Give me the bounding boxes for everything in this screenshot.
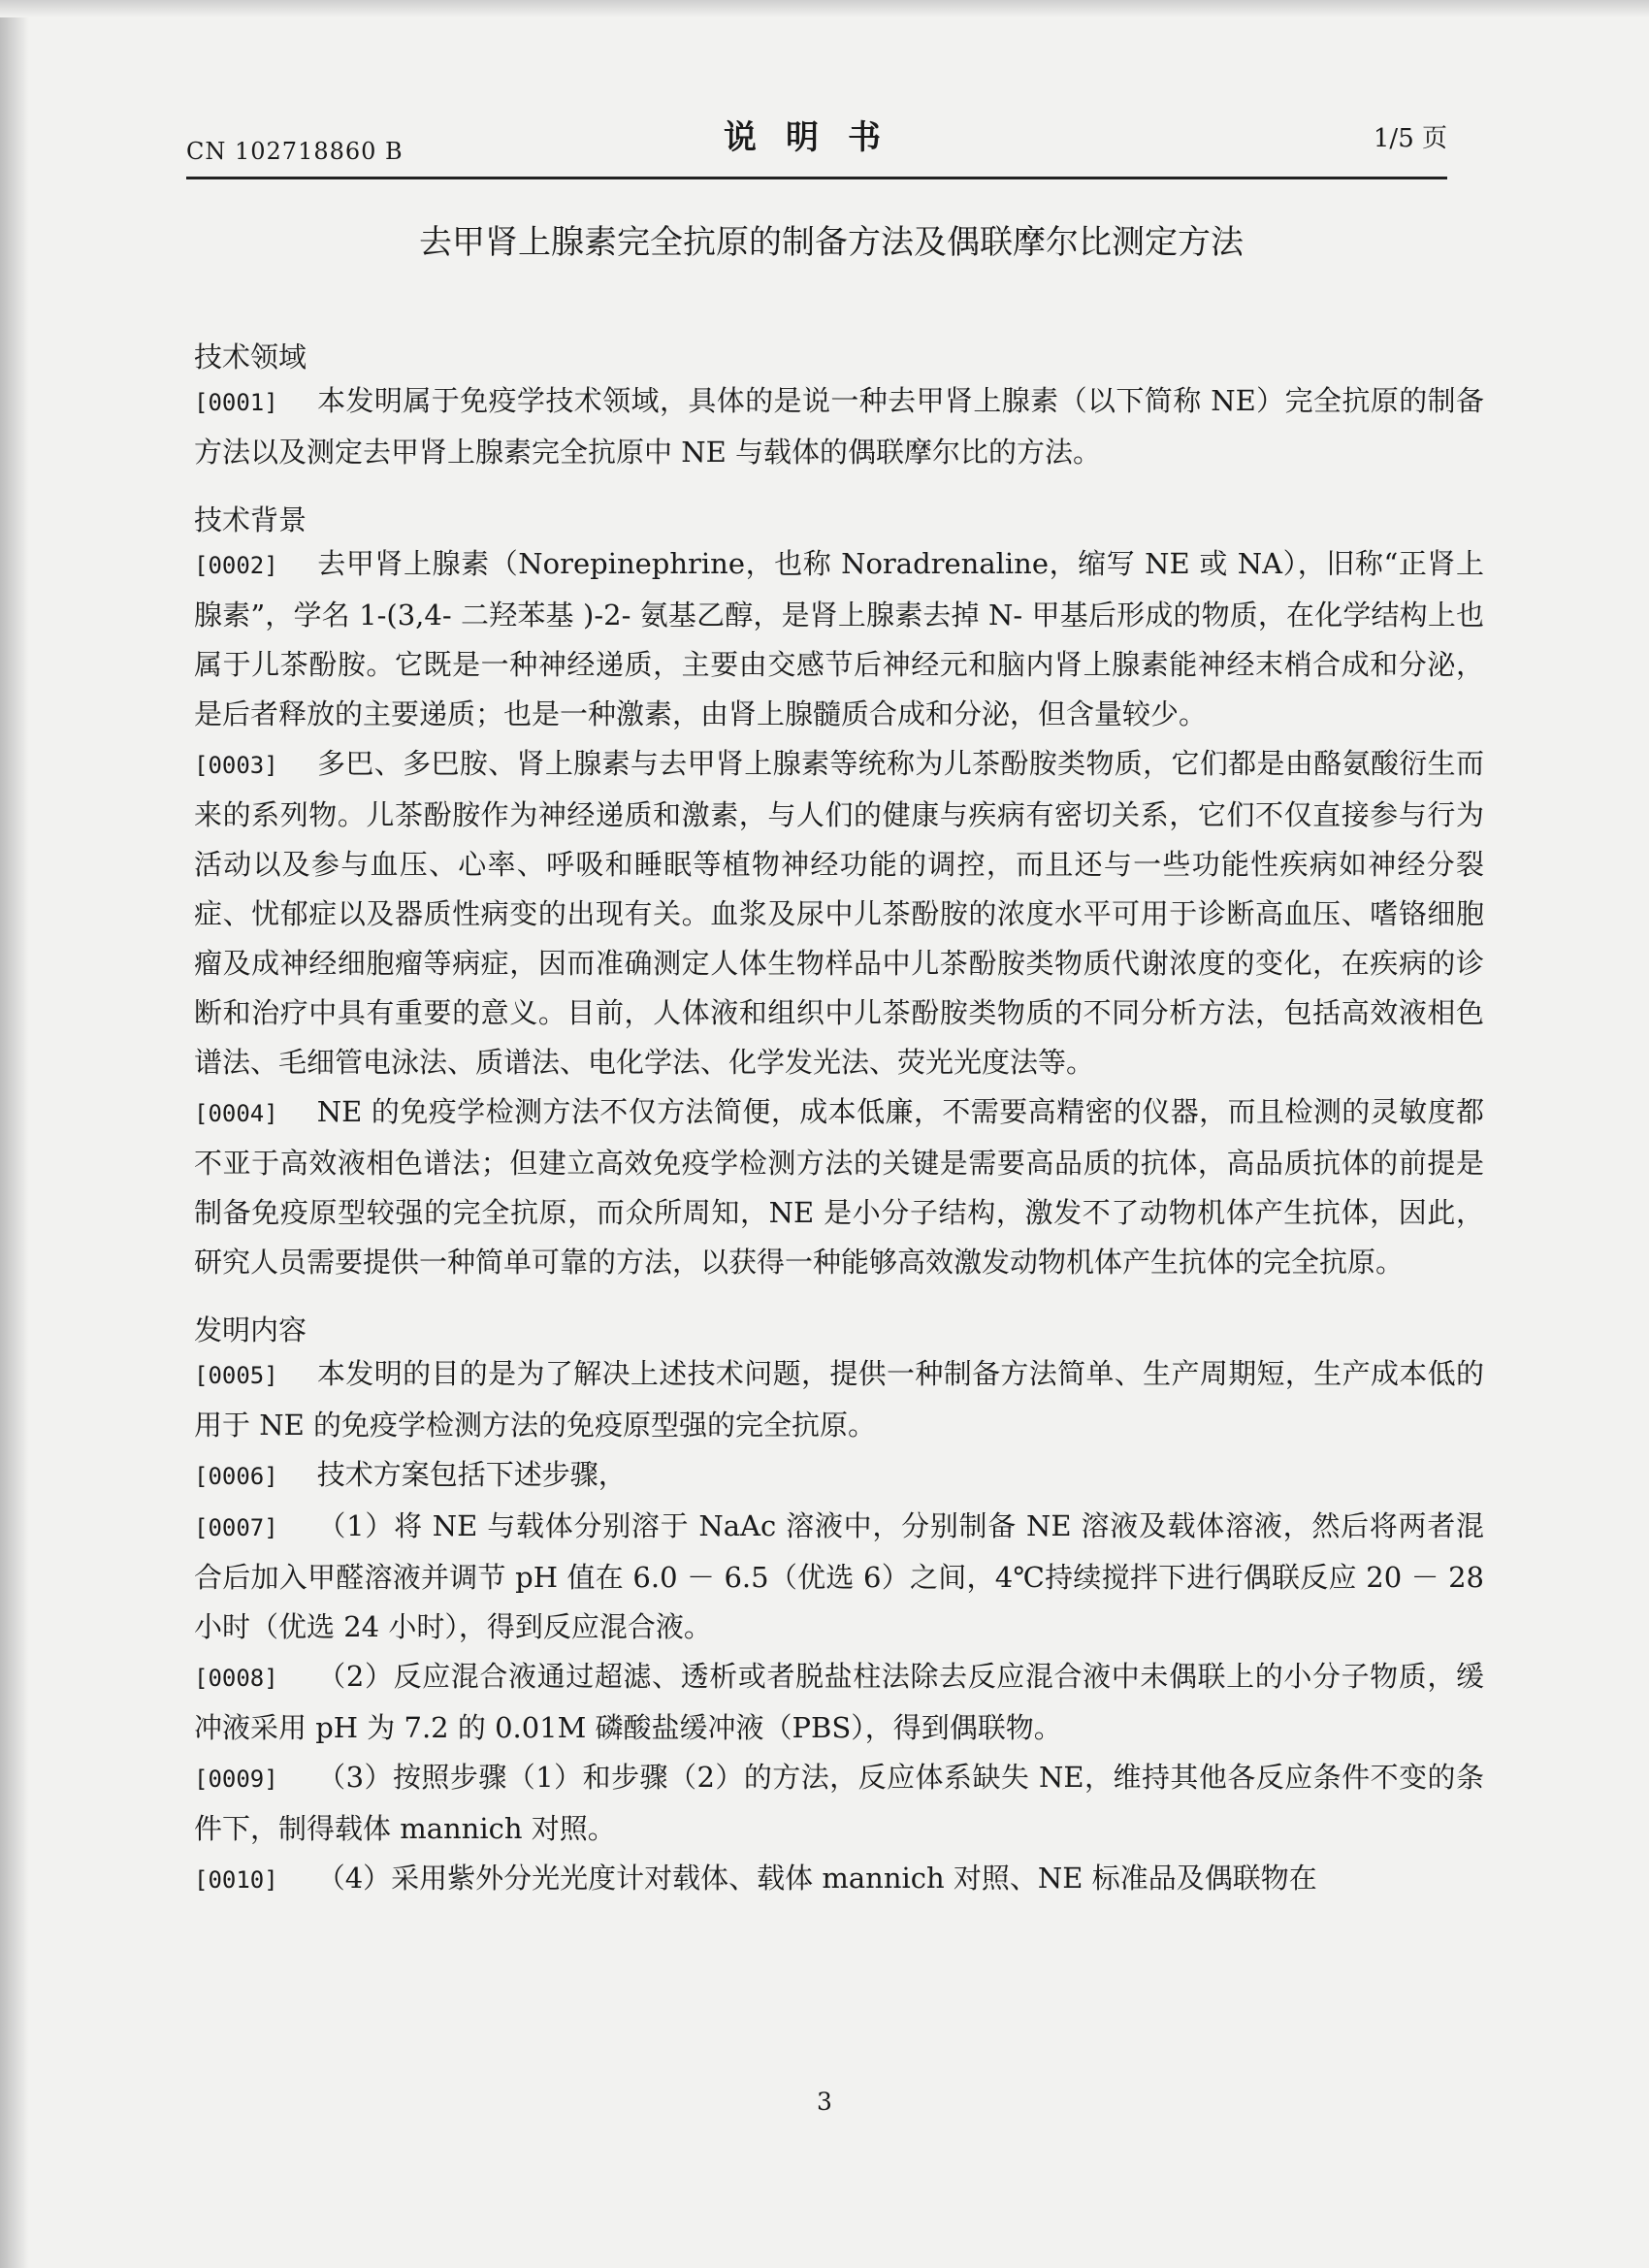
paragraph-number: [0007]	[194, 1514, 278, 1541]
paragraph-text: （4）采用紫外分光光度计对载体、载体 mannich 对照、NE 标准品及偶联物在	[316, 1862, 1317, 1895]
paragraph	[194, 1450, 1484, 1502]
section-background	[194, 501, 1484, 1287]
paragraph-number: [0004]	[194, 1100, 278, 1127]
section-invention-content	[194, 1311, 1484, 1905]
scan-edge-left	[0, 0, 29, 2268]
patent-title: 去甲肾上腺素完全抗原的制备方法及偶联摩尔比测定方法	[419, 223, 1244, 262]
paragraph	[194, 1753, 1484, 1854]
section-technical-field	[194, 338, 1484, 477]
paragraph-number: [0005]	[194, 1362, 278, 1389]
section-heading: 技术背景	[194, 503, 307, 536]
paragraph-number: [0003]	[194, 752, 278, 779]
header-rule	[186, 177, 1447, 179]
paragraph-text: （3）按照步骤（1）和步骤（2）的方法，反应体系缺失 NE，维持其他各反应条件不变的条件下，制得载体 mannich 对照。	[194, 1761, 1484, 1845]
document-type-title: 说明书	[724, 118, 910, 157]
paragraph-number: [0006]	[194, 1463, 278, 1490]
paragraph	[194, 1349, 1484, 1450]
page-number: 3	[817, 2088, 832, 2116]
paragraph	[194, 1087, 1484, 1287]
paragraph-number: [0008]	[194, 1665, 278, 1692]
paragraph-text: 技术方案包括下述步骤，	[316, 1458, 627, 1491]
page-header	[186, 107, 1447, 165]
paragraph	[194, 739, 1484, 1087]
paragraph	[194, 376, 1484, 477]
paragraph-text: NE 的免疫学检测方法不仅方法简便，成本低廉，不需要高精密的仪器，而且检测的灵敏度都不亚于高效液相色谱法；但建立高效免疫学检测方法的关键是需要高品质的抗体，高品质抗体的前提是制备免疫原型较强的完全抗原，而众所周知，NE 是小分子结构，激发不了动物机体产生抗体，因此，研究人员需要提供一种简单可靠的方法，以获得一种能够高效激发动物机体产生抗体的完全抗原。	[194, 1095, 1484, 1279]
section-heading: 技术领域	[194, 340, 307, 373]
paragraph	[194, 1652, 1484, 1753]
paragraph-number: [0001]	[194, 389, 278, 416]
paragraph-number: [0009]	[194, 1766, 278, 1793]
scan-edge-top	[0, 0, 1649, 17]
paragraph	[194, 1854, 1484, 1905]
paragraph-text: （2）反应混合液通过超滤、透析或者脱盐柱法除去反应混合液中未偶联上的小分子物质，缓冲液采用 pH 为 7.2 的 0.01M 磷酸盐缓冲液（PBS），得到偶联物。	[194, 1660, 1484, 1744]
paragraph-text: 本发明属于免疫学技术领域，具体的是说一种去甲肾上腺素（以下简称 NE）完全抗原的制备方法以及测定去甲肾上腺素完全抗原中 NE 与载体的偶联摩尔比的方法。	[194, 384, 1484, 469]
paragraph-number: [0010]	[194, 1866, 278, 1894]
document-body	[194, 338, 1484, 1905]
section-heading: 发明内容	[194, 1313, 307, 1346]
paragraph	[194, 539, 1484, 739]
paragraph-text: （1）将 NE 与载体分别溶于 NaAc 溶液中，分别制备 NE 溶液及载体溶液，然后将两者混合后加入甲醛溶液并调节 pH 值在 6.0 － 6.5（优选 6）之间，4℃持续搅拌下进行偶联反应 20 － 28 小时（优选 24 小时），得到反应混合液。	[194, 1509, 1484, 1643]
paragraph-number: [0002]	[194, 552, 278, 579]
patent-number: CN 102718860 B	[186, 138, 404, 165]
paragraph-text: 本发明的目的是为了解决上述技术问题，提供一种制备方法简单、生产周期短，生产成本低的用于 NE 的免疫学检测方法的免疫原型强的完全抗原。	[194, 1357, 1484, 1442]
paragraph	[194, 1502, 1484, 1652]
paragraph-text: 多巴、多巴胺、肾上腺素与去甲肾上腺素等统称为儿茶酚胺类物质，它们都是由酪氨酸衍生而来的系列物。儿茶酚胺作为神经递质和激素，与人们的健康与疾病有密切关系，它们不仅直接参与行为活动以及参与血压、心率、呼吸和睡眠等植物神经功能的调控，而且还与一些功能性疾病如神经分裂症、忧郁症以及器质性病变的出现有关。血浆及尿中儿茶酚胺的浓度水平可用于诊断高血压、嗜铬细胞瘤及成神经细胞瘤等病症，因而准确测定人体生物样品中儿茶酚胺类物质代谢浓度的变化，在疾病的诊断和治疗中具有重要的意义。目前，人体液和组织中儿茶酚胺类物质的不同分析方法，包括高效液相色谱法、毛细管电泳法、质谱法、电化学法、化学发光法、荧光光度法等。	[194, 747, 1484, 1079]
page-counter: 1/5 页	[1373, 124, 1447, 153]
paragraph-text: 去甲肾上腺素（Norepinephrine，也称 Noradrenaline，缩写 NE 或 NA），旧称“正肾上腺素”，学名 1-(3,4- 二羟苯基 )-2- 氨基乙醇，是肾上腺素去掉 N- 甲基后形成的物质，在化学结构上也属于儿茶酚胺。它既是一种神经递质，主要由交感节后神经元和脑内肾上腺素能神经末梢合成和分泌，是后者释放的主要递质；也是一种激素，由肾上腺髓质合成和分泌，但含量较少。	[194, 547, 1484, 730]
